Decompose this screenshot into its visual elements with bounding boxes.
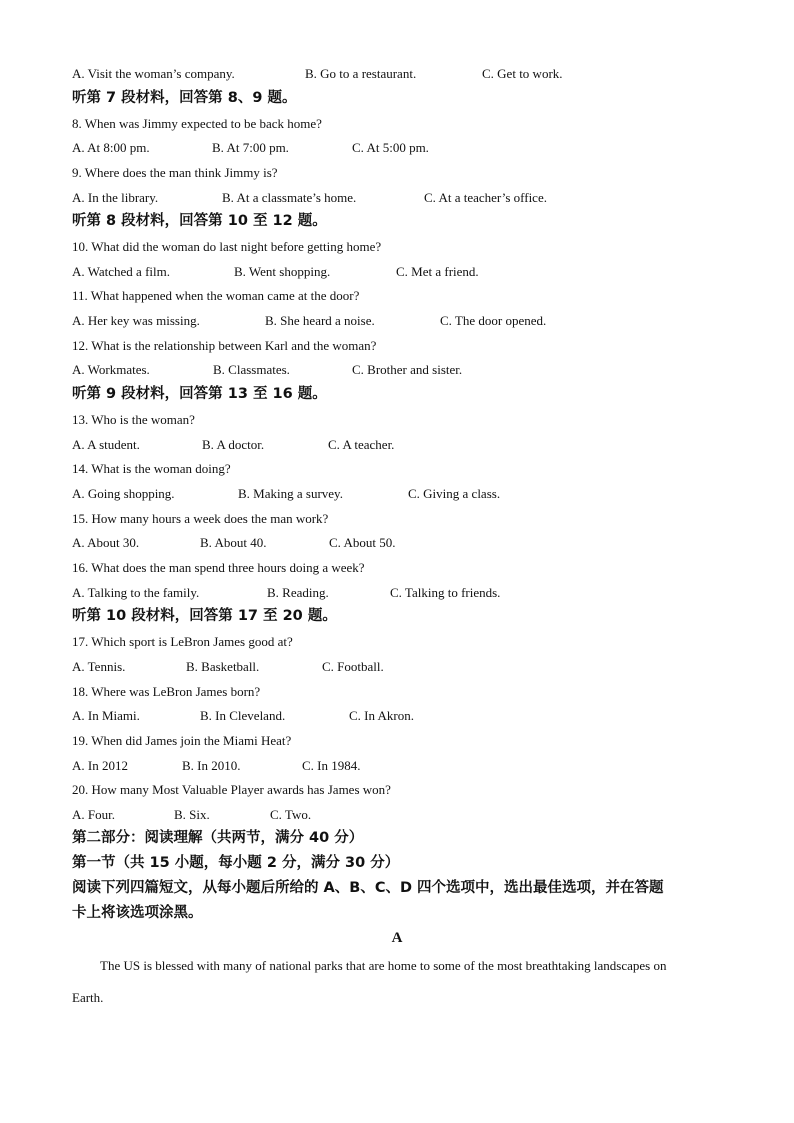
q9-option-c: C. At a teacher’s office. xyxy=(424,190,547,205)
q15-stem: 15. How many hours a week does the man work? xyxy=(72,511,329,526)
q16-option-a: A. Talking to the family. xyxy=(72,585,200,600)
passage-text-line-1: The US is blessed with many of national parks that are home to some of the most breathtaking landscapes on xyxy=(100,958,667,973)
q13-option-a: A. A student. xyxy=(72,437,140,452)
q9-option-a: A. In the library. xyxy=(72,190,159,205)
q16-stem: 16. What does the man spend three hours doing a week? xyxy=(72,560,365,575)
passage-text-line-2: Earth. xyxy=(72,990,104,1005)
q10-option-a: A. Watched a film. xyxy=(72,264,170,279)
q11-stem: 11. What happened when the woman came at the door? xyxy=(72,288,360,303)
q14-stem: 14. What is the woman doing? xyxy=(72,461,231,476)
q17-stem: 17. Which sport is LeBron James good at? xyxy=(72,634,293,649)
q7-option-c: C. Get to work. xyxy=(482,66,563,81)
q19-option-b: B. In 2010. xyxy=(182,758,241,773)
section9-header: 听第 9 段材料，回答第 13 至 16 题。 xyxy=(72,386,327,402)
q18-option-b: B. In Cleveland. xyxy=(200,708,286,723)
q11-option-a: A. Her key was missing. xyxy=(72,313,200,328)
q9-stem: 9. Where does the man think Jimmy is? xyxy=(72,165,278,180)
q19-stem: 19. When did James join the Miami Heat? xyxy=(72,733,292,748)
passage-title: A xyxy=(391,930,403,946)
q14-option-b: B. Making a survey. xyxy=(238,486,343,501)
q17-option-b: B. Basketball. xyxy=(186,659,260,674)
q9-option-b: B. At a classmate’s home. xyxy=(222,190,357,205)
q13-option-b: B. A doctor. xyxy=(202,437,265,452)
q10-option-b: B. Went shopping. xyxy=(234,264,331,279)
section10-header: 听第 10 段材料，回答第 17 至 20 题。 xyxy=(72,608,337,624)
section1-header: 第一节（共 15 小题，每小题 2 分，满分 30 分） xyxy=(72,855,400,871)
q8-option-b: B. At 7:00 pm. xyxy=(212,140,289,155)
q19-option-c: C. In 1984. xyxy=(302,758,361,773)
q18-option-a: A. In Miami. xyxy=(72,708,140,723)
q13-stem: 13. Who is the woman? xyxy=(72,412,195,427)
q12-option-b: B. Classmates. xyxy=(213,362,290,377)
q8-stem: 8. When was Jimmy expected to be back home? xyxy=(72,116,322,131)
q14-option-a: A. Going shopping. xyxy=(72,486,175,501)
section7-header: 听第 7 段材料，回答第 8、9 题。 xyxy=(72,90,297,106)
section8-header: 听第 8 段材料，回答第 10 至 12 题。 xyxy=(72,213,327,229)
q10-option-c: C. Met a friend. xyxy=(396,264,479,279)
q11-option-c: C. The door opened. xyxy=(440,313,547,328)
q16-option-c: C. Talking to friends. xyxy=(390,585,501,600)
q15-option-b: B. About 40. xyxy=(200,535,267,550)
q11-option-b: B. She heard a noise. xyxy=(265,313,375,328)
q18-option-c: C. In Akron. xyxy=(349,708,414,723)
q15-option-c: C. About 50. xyxy=(329,535,396,550)
q19-option-a: A. In 2012 xyxy=(72,758,128,773)
q7-option-b: B. Go to a restaurant. xyxy=(305,66,417,81)
q20-option-a: A. Four. xyxy=(72,807,115,822)
instruction-line-1: 阅读下列四篇短文，从每小题后所给的 A、B、C、D 四个选项中，选出最佳选项，并在答题 xyxy=(72,880,664,896)
q18-stem: 18. Where was LeBron James born? xyxy=(72,684,261,699)
q17-option-a: A. Tennis. xyxy=(72,659,126,674)
q14-option-c: C. Giving a class. xyxy=(408,486,501,501)
q8-option-a: A. At 8:00 pm. xyxy=(72,140,150,155)
q12-stem: 12. What is the relationship between Karl and the woman? xyxy=(72,338,377,353)
q8-option-c: C. At 5:00 pm. xyxy=(352,140,429,155)
q20-option-c: C. Two. xyxy=(270,807,312,822)
q16-option-b: B. Reading. xyxy=(267,585,329,600)
q12-option-a: A. Workmates. xyxy=(72,362,150,377)
q7-option-a: A. Visit the woman’s company. xyxy=(72,66,235,81)
q10-stem: 10. What did the woman do last night before getting home? xyxy=(72,239,382,254)
q12-option-c: C. Brother and sister. xyxy=(352,362,463,377)
q13-option-c: C. A teacher. xyxy=(328,437,395,452)
q20-option-b: B. Six. xyxy=(174,807,210,822)
q17-option-c: C. Football. xyxy=(322,659,384,674)
part2-header: 第二部分：阅读理解（共两节，满分 40 分） xyxy=(72,830,364,846)
q15-option-a: A. About 30. xyxy=(72,535,140,550)
q20-stem: 20. How many Most Valuable Player awards has James won? xyxy=(72,782,391,797)
instruction-line-2: 卡上将该选项涂黑。 xyxy=(72,905,203,921)
